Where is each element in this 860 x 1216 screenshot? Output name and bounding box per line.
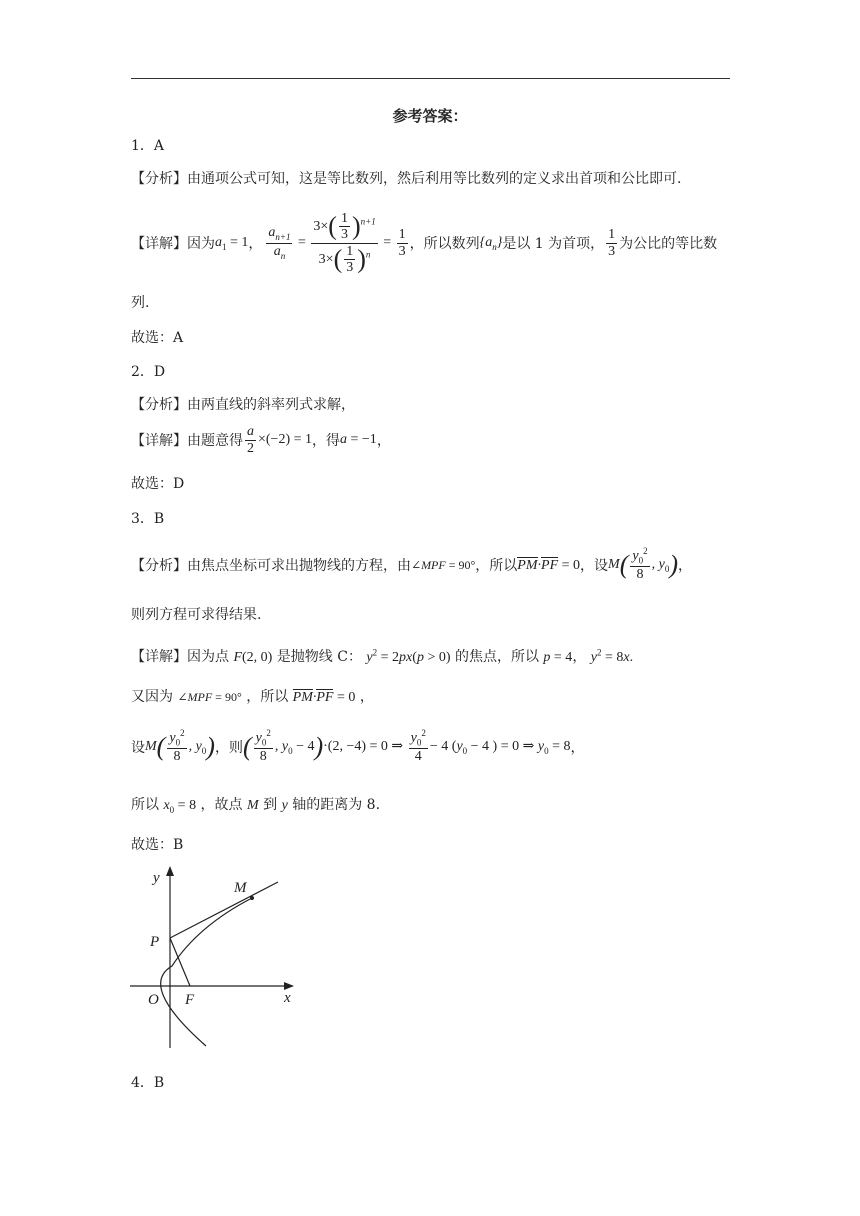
segment-pf	[170, 938, 190, 986]
math-point-m: M( $\frac{y_0^2}{8}$ , $y_0$)	[608, 546, 678, 583]
math-a-over-2: $\frac{a}{2}$	[247, 424, 254, 456]
q3-line4	[131, 794, 380, 815]
label-m: M	[234, 880, 247, 896]
q1-detail-cont: 列.	[131, 295, 150, 311]
q2-number: 2．D	[131, 364, 166, 380]
math-x0: $x_0 = 8$	[163, 798, 197, 815]
label-y: y	[153, 870, 160, 886]
detail-text: 因为	[187, 236, 215, 252]
q3-analysis	[131, 542, 692, 588]
q3-detail: 【详解】因为点 F(2, 0) 是抛物线 C： $y^2 = 2px(p > 0)$ 的焦点，所以 p = 4， $y^2 = 8x$.	[131, 647, 634, 665]
q3-line3	[131, 722, 584, 772]
q3-number: 3．B	[131, 511, 165, 527]
math-one-third: $\frac{1}{3}$	[398, 227, 406, 259]
math-fraction-powers: 3×( $\frac{1}{3}$ )$^{n+1}$ 3×( $\frac{1}{3}$ )$^n$	[313, 210, 376, 275]
math-one-third: $\frac{1}{3}$	[608, 227, 616, 259]
parabola-curve	[161, 898, 252, 1046]
analysis-text: ，	[677, 558, 692, 574]
math-point-m: M( $\frac{y_0^2}{8}$ , $y_0$)	[145, 728, 215, 765]
label-x: x	[284, 990, 291, 1006]
q4-number: 4．B	[131, 1075, 165, 1091]
y-axis-arrow	[166, 866, 174, 876]
label-f: F	[185, 992, 195, 1008]
detail-text: ，得	[312, 433, 341, 449]
analysis-tag: 【分析】	[131, 171, 187, 187]
q3-analysis-cont: 则列方程可求得结果.	[131, 607, 262, 623]
detail-tag: 【详解】	[131, 433, 187, 449]
detail-text: 又因为	[131, 689, 173, 705]
detail-text: 因为点	[187, 649, 229, 665]
math-seq: $\{a_n\}$	[479, 234, 503, 252]
math-parabola-8x: $y^2 = 8x$.	[590, 647, 634, 665]
detail-text: ，所以数列	[409, 236, 480, 252]
header-rule	[131, 78, 730, 79]
q1-answer: 故选：A	[131, 330, 184, 346]
q3-answer: 故选：B	[131, 837, 184, 853]
math-ratio: $\frac{a_{n+1}}{a_n}$	[268, 224, 291, 261]
detail-text: 设	[131, 740, 145, 756]
q1-number: 1．A	[131, 138, 165, 154]
detail-tag: 【详解】	[131, 649, 187, 665]
analysis-tag: 【分析】	[131, 558, 187, 574]
q1-analysis	[131, 168, 681, 188]
math-a-value: a = −1	[340, 432, 377, 447]
math-angle: ∠MPF = 90°	[411, 557, 476, 572]
analysis-text: 由两直线的斜率列式求解，	[187, 397, 355, 413]
label-p: P	[150, 934, 160, 950]
detail-text: 为公比的等比数	[619, 236, 718, 252]
math-parabola: $y^2 = 2px(p > 0)$	[366, 647, 451, 665]
detail-text: ，	[570, 740, 585, 756]
math-m: M	[246, 798, 259, 813]
q2-detail	[131, 420, 391, 460]
detail-text: ，则	[214, 740, 243, 756]
math-focus: F(2, 0)	[233, 650, 273, 665]
math-y: y	[281, 798, 288, 813]
detail-text: 由题意得	[187, 433, 243, 449]
detail-text: ，	[376, 433, 391, 449]
page-title: 参考答案：	[392, 107, 468, 125]
q2-answer: 故选：D	[131, 476, 185, 492]
q2-analysis	[131, 394, 355, 414]
math-equation-chain: ( $\frac{y_0^2}{8}$ , $y_0 - 4)\cdot(2$, −4) = 0 ⇒ $\frac{y_0^2}{4}$ − 4 ($y_0 - 4$ ) = 0 ⇒ $y_0 = 8$	[242, 728, 571, 765]
line-pm	[170, 882, 278, 938]
point-m	[250, 896, 254, 900]
q3-line2	[131, 686, 374, 706]
detail-text: 所以	[131, 797, 159, 813]
math-dot-product: PM·PF = 0	[517, 557, 581, 573]
math-p-value: p = 4	[543, 650, 573, 665]
detail-text: 的焦点，所以	[454, 649, 539, 665]
label-o: O	[148, 992, 159, 1008]
math-angle: ∠MPF = 90°	[177, 690, 242, 704]
x-axis-arrow	[284, 982, 294, 990]
parabola-figure	[128, 862, 308, 1052]
detail-tag: 【详解】	[131, 236, 187, 252]
detail-text: ，所以	[246, 689, 289, 705]
detail-text: 是抛物线 C：	[276, 649, 362, 665]
analysis-text: 由焦点坐标可求出抛物线的方程，由	[187, 558, 411, 574]
math-dot-product: PM·PF = 0	[292, 690, 356, 705]
math-a1: $a_1 = 1$	[215, 234, 249, 252]
analysis-text: 由通项公式可知，这是等比数列，然后利用等比数列的定义求出首项和公比即可.	[187, 171, 682, 187]
analysis-tag: 【分析】	[131, 397, 187, 413]
detail-text: 轴的距离为 8.	[292, 797, 381, 813]
analysis-text: ，设	[580, 558, 609, 574]
detail-text: ，故点	[200, 797, 243, 813]
detail-text: 是以 1 为首项，	[502, 236, 605, 252]
detail-text: ，	[359, 689, 374, 705]
math-product: ×(−2) = 1	[258, 432, 313, 447]
detail-text: 到	[263, 797, 278, 813]
q1-detail: 【详解】 因为 $a_1 = 1$ ， $\frac{a_{n+1}}{a_n}$ = 3×( $\frac{1}{3}$ )$^{n+1}$ 3×( $\frac{1}{3}$ )$^n$ = $\frac{1}{3}$ ，所以数列 $\{a_n\}$ 是以 1 为首项， $\frac{1}{3}$ 为公比的等比数	[131, 210, 718, 275]
analysis-text: ，所以	[475, 558, 518, 574]
